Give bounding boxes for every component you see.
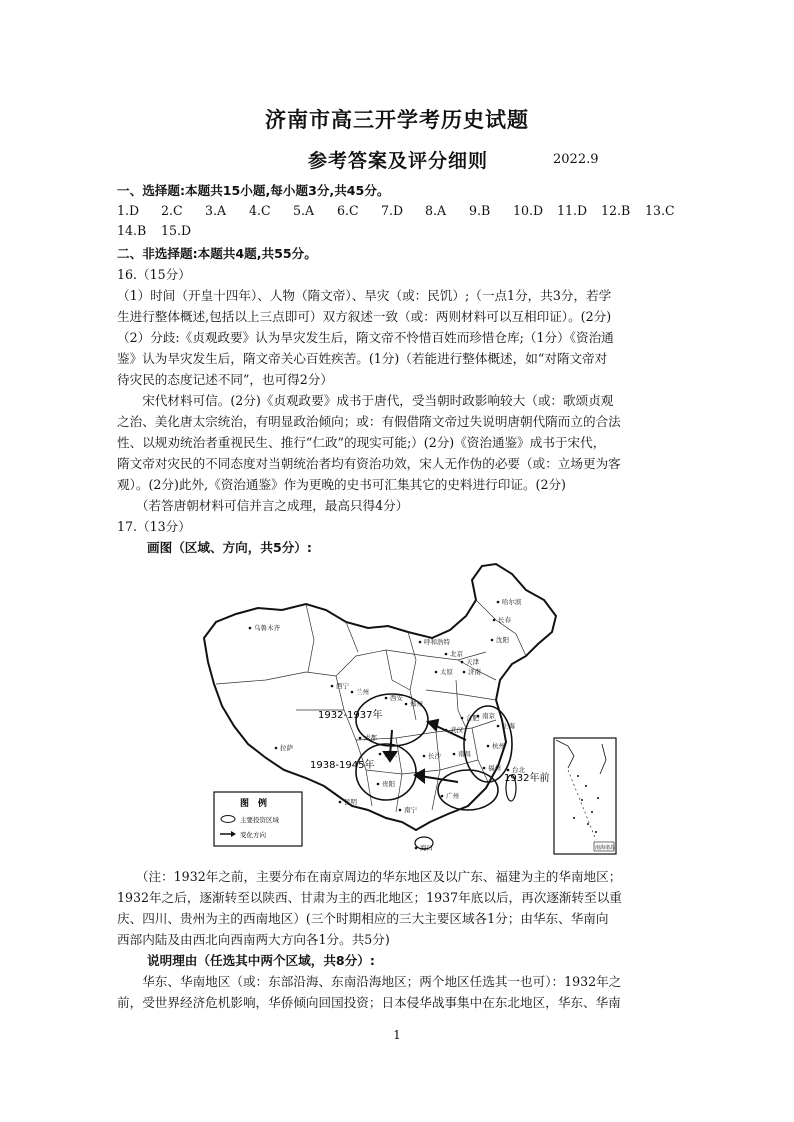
china-map-figure: [196, 560, 628, 860]
city-label: 南昌: [458, 750, 471, 758]
city-label: 福州: [488, 764, 501, 772]
city-label: 海口: [420, 844, 433, 852]
city-dot: [423, 755, 426, 758]
label-1932-1937: 1932-1937年: [318, 710, 383, 721]
city-label: 哈尔滨: [502, 598, 522, 606]
city-label: 武汉: [450, 726, 463, 734]
answer-item: 4.C: [249, 203, 271, 218]
q16-line: 性、以规劝统治者重视民生、推行“仁政”的现实可能;）(2分)《资治通鉴》成书于宋代，: [117, 435, 606, 450]
city-dot: [379, 753, 382, 756]
answer-item: 8.A: [425, 203, 447, 218]
south-china-sea-inset: [554, 738, 616, 854]
q16-line: 观）。(2分)此外,《资治通鉴》作为更晚的史书可汇集其它的史料进行印证。(2分): [117, 477, 566, 492]
city-dot: [331, 685, 334, 688]
city-dot: [359, 737, 362, 740]
city-dot: [419, 641, 422, 644]
city-label: 郑州: [410, 700, 423, 708]
city-label: 上海: [502, 722, 515, 730]
city-label: 呼和浩特: [424, 638, 450, 646]
city-label: 乌鲁木齐: [254, 624, 280, 632]
q17-note-line: 1932年之后，逐渐转至以陕西、甘肃为主的西北地区；1937年底以后，再次逐渐转至以重: [117, 890, 622, 905]
q16-line: 之治、美化唐太宗统治，有明显政治倾向；或：有假借隋文帝过失说明唐朝代隋而立的合法: [117, 414, 621, 429]
page-number: 1: [393, 1028, 401, 1042]
city-dot: [487, 745, 490, 748]
answer-row-2: [117, 223, 689, 238]
answer-key: [117, 203, 689, 238]
q17-reason-line: 华东、华南地区（或：东部沿海、东南沿海地区；两个地区任选其一也可）：1932年之: [117, 974, 622, 989]
q17-reason-line: 前，受世界经济危机影响，华侨倾向回国投资；日本侵华战事集中在东北地区，华东、华南: [117, 995, 621, 1010]
city-dot: [453, 753, 456, 756]
city-dot: [507, 769, 510, 772]
city-label: 南京: [482, 712, 495, 720]
answer-item: 9.B: [469, 203, 491, 218]
answer-item: 10.D: [513, 203, 544, 218]
map-legend: [214, 792, 302, 846]
city-dot: [493, 619, 496, 622]
city-label: 天津: [466, 658, 479, 666]
answer-item: 13.C: [645, 203, 675, 218]
city-label: 南宁: [404, 806, 417, 814]
city-dot: [275, 747, 278, 750]
city-label: 拉萨: [280, 744, 293, 752]
city-dot: [497, 601, 500, 604]
legend-area-label: 主要投资区域: [240, 816, 279, 824]
legend-direction-label: 变化方向: [240, 831, 266, 839]
city-dot: [351, 691, 354, 694]
label-before-1932: 1932年前: [504, 773, 550, 784]
city-dot: [377, 783, 380, 786]
q16-line: （1）时间（开皇十四年）、人物（隋文帝）、旱灾（或：民饥）;（一点1分，共3分，若学: [117, 288, 612, 303]
city-dot: [497, 725, 500, 728]
city-label: 台北: [512, 766, 525, 774]
city-dot: [461, 661, 464, 664]
city-label: 北京: [450, 650, 463, 658]
city-label: 长春: [498, 616, 511, 624]
city-label: 贵阳: [382, 780, 395, 788]
answer-item: 7.D: [381, 203, 404, 218]
city-label: 长沙: [428, 752, 441, 760]
city-label: 西安: [390, 694, 403, 702]
answer-item: 1.D: [117, 203, 140, 218]
answer-item: 6.C: [337, 203, 359, 218]
city-dot: [249, 627, 252, 630]
label-1938-1945: 1938-1945年: [310, 760, 375, 771]
city-label: 广州: [446, 792, 459, 800]
city-dot: [463, 671, 466, 674]
answer-item: 12.B: [601, 203, 631, 218]
city-label: 成都: [364, 734, 377, 742]
city-dot: [385, 697, 388, 700]
area-south-china: [438, 770, 498, 810]
answer-item: 14.B: [117, 223, 147, 238]
q17-note-line: （注：1932年之前，主要分布在南京周边的华东地区及以广东、福建为主的华南地区；: [117, 869, 622, 884]
city-label: 太原: [440, 668, 453, 676]
q16-line: 待灾民的态度记述不同”，也可得2分）: [117, 372, 333, 387]
answer-row-1: [117, 203, 689, 218]
section1-heading: 一、选择题:本题共15小题,每小题3分,共45分。: [117, 183, 390, 198]
q16-line: （2）分歧:《贞观政要》认为旱灾发生后，隋文帝不怜惜百姓而珍惜仓库;（1分）《资治通: [117, 330, 614, 345]
answer-item: 15.D: [161, 223, 192, 238]
q16-line: 隋文帝对灾民的不同态度对当朝统治者均有资治功效，宋人无作伪的必要（或：立场更为客: [117, 456, 621, 471]
answer-item: 5.A: [293, 203, 315, 218]
city-label: 沈阳: [496, 636, 509, 644]
q16-line: （若答唐朝材料可信并言之成理，最高只得4分）: [117, 498, 409, 513]
city-dot: [483, 767, 486, 770]
city-dot: [339, 801, 342, 804]
q17-reason-heading: 说明理由（任选其中两个区域，共8分）:: [147, 953, 375, 968]
city-dot: [405, 703, 408, 706]
answer-item: 2.C: [161, 203, 183, 218]
city-label: 兰州: [356, 688, 369, 696]
city-dot: [415, 847, 418, 850]
q17-note-line: 庆、四川、贵州为主的西南地区）(三个时期相应的三大主要区域各1分；由华东、华南向: [117, 911, 609, 926]
q16-heading: 16.（15分）: [117, 267, 191, 282]
q17-note-line: 西部内陆及由西北向西南两大方向各1分。共5分): [117, 932, 390, 947]
city-dot: [461, 717, 464, 720]
city-dot: [441, 795, 444, 798]
city-dot: [399, 809, 402, 812]
city-dot: [435, 671, 438, 674]
page-title: 济南市高三开学考历史试题: [265, 108, 529, 132]
q16-line: 鉴》认为旱灾发生后，隋文帝关心百姓疾苦。(1分)（若能进行整体概述，如“对隋文帝对: [117, 351, 608, 366]
city-label: 杭州: [492, 742, 505, 750]
city-label: 西宁: [336, 682, 349, 690]
city-dot: [445, 653, 448, 656]
answer-item: 11.D: [557, 203, 588, 218]
city-label: 济南: [468, 668, 481, 676]
city-dot: [445, 729, 448, 732]
city-label: 合肥: [466, 714, 479, 722]
inset-label: 南海诸岛: [595, 845, 616, 851]
legend-title: 图 例: [240, 799, 268, 809]
city-label: 重庆: [384, 750, 397, 758]
section2-heading: 二、非选择题:本题共4题,共55分。: [117, 246, 317, 261]
q16-line: 宋代材料可信。(2分)《贞观政要》成书于唐代，受当朝时政影响较大（或：歌颂贞观: [117, 393, 614, 408]
q17-draw-heading: 画图（区域、方向，共5分）:: [147, 540, 312, 555]
city-dot: [491, 639, 494, 642]
page-subtitle: 参考答案及评分细则: [308, 150, 489, 172]
q16-line: 生进行整体概述,包括以上三点即可）双方叙述一致（或：两则材料可以互相印证）。(2分): [117, 309, 612, 324]
exam-date: 2022.9: [553, 152, 599, 167]
q17-heading: 17.（13分）: [117, 519, 191, 534]
city-label: 昆明: [344, 798, 357, 806]
answer-item: 3.A: [205, 203, 227, 218]
